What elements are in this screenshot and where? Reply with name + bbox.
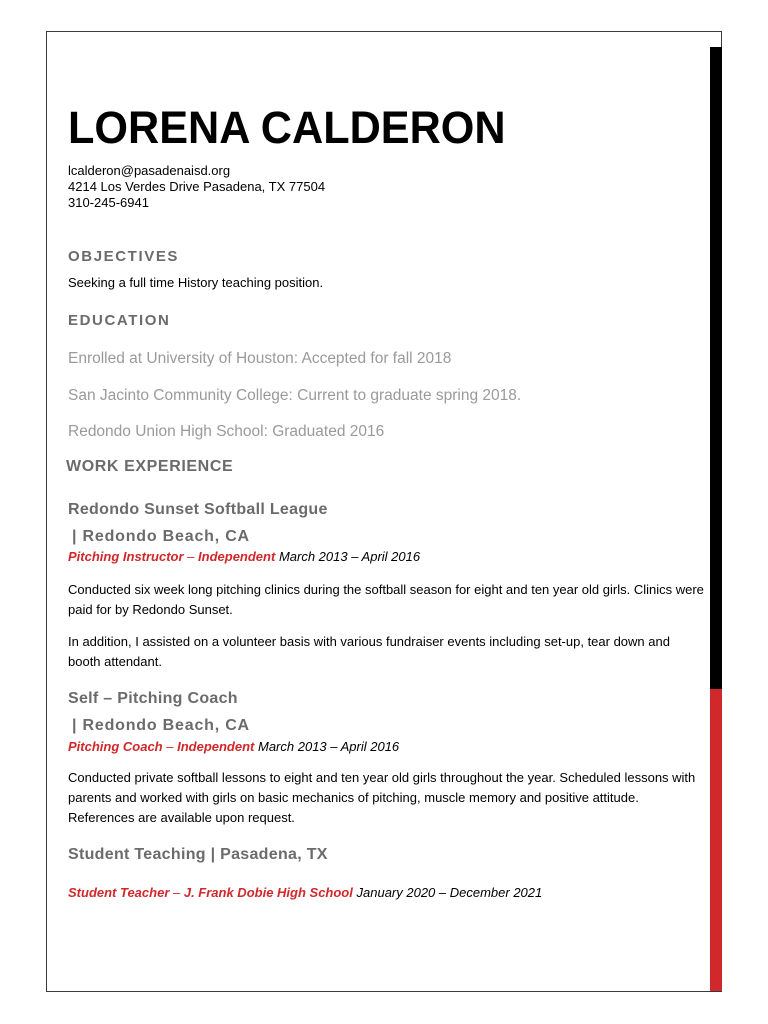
role-separator: – (169, 885, 184, 900)
candidate-name: LORENA CALDERON (68, 102, 506, 153)
education-heading: EDUCATION (68, 312, 171, 329)
work-experience-heading: WORK EXPERIENCE (66, 458, 234, 475)
job-title: Redondo Sunset Softball League (68, 501, 328, 518)
job-employer: Independent (198, 549, 276, 564)
objectives-text: Seeking a full time History teaching position. (68, 275, 324, 290)
job-role: Student Teacher (68, 885, 170, 900)
job-title: Self – Pitching Coach (68, 690, 238, 707)
contact-address: 4214 Los Verdes Drive Pasadena, TX 77504 (68, 179, 326, 194)
role-separator: – (183, 549, 199, 564)
job-role: Pitching Coach (68, 739, 163, 754)
side-bar-red (710, 689, 722, 991)
job-role: Pitching Instructor (68, 549, 184, 564)
job-role-line (68, 739, 399, 754)
job-title: Student Teaching | Pasadena, TX (68, 846, 328, 863)
role-separator: – (162, 739, 178, 754)
job-role-line (68, 549, 420, 564)
job-employer: Independent (177, 739, 255, 754)
job-description: Conducted private softball lessons to eight and ten year old girls throughout the year. Scheduled lessons with parents and worked with girls on basic mechanics of pitching, muscle memory and positive attitude. References are available upon request. (68, 770, 696, 825)
contact-phone: 310-245-6941 (68, 195, 149, 210)
contact-email[interactable]: lcalderon@pasadenaisd.org (68, 163, 231, 178)
education-item: Redondo Union High School: Graduated 2016 (68, 423, 385, 440)
job-location: | Redondo Beach, CA (72, 717, 250, 734)
job-location: | Redondo Beach, CA (72, 528, 250, 545)
job-employer: J. Frank Dobie High School (183, 885, 353, 900)
objectives-heading: OBJECTIVES (68, 248, 180, 265)
education-item: Enrolled at University of Houston: Accepted for fall 2018 (68, 350, 452, 367)
job-description: Conducted six week long pitching clinics during the softball season for eight and ten year old girls. Clinics were paid for by Redondo Sunset. (68, 582, 704, 617)
side-bar-black (710, 47, 722, 689)
job-dates: March 2013 – April 2016 (278, 549, 421, 564)
job-description: In addition, I assisted on a volunteer basis with various fundraiser events including set-up, tear down and booth attendant. (68, 634, 670, 669)
education-item: San Jacinto Community College: Current to graduate spring 2018. (68, 387, 522, 404)
job-role-line (68, 885, 542, 900)
job-dates: March 2013 – April 2016 (258, 739, 400, 754)
job-dates: January 2020 – December 2021 (356, 885, 543, 900)
